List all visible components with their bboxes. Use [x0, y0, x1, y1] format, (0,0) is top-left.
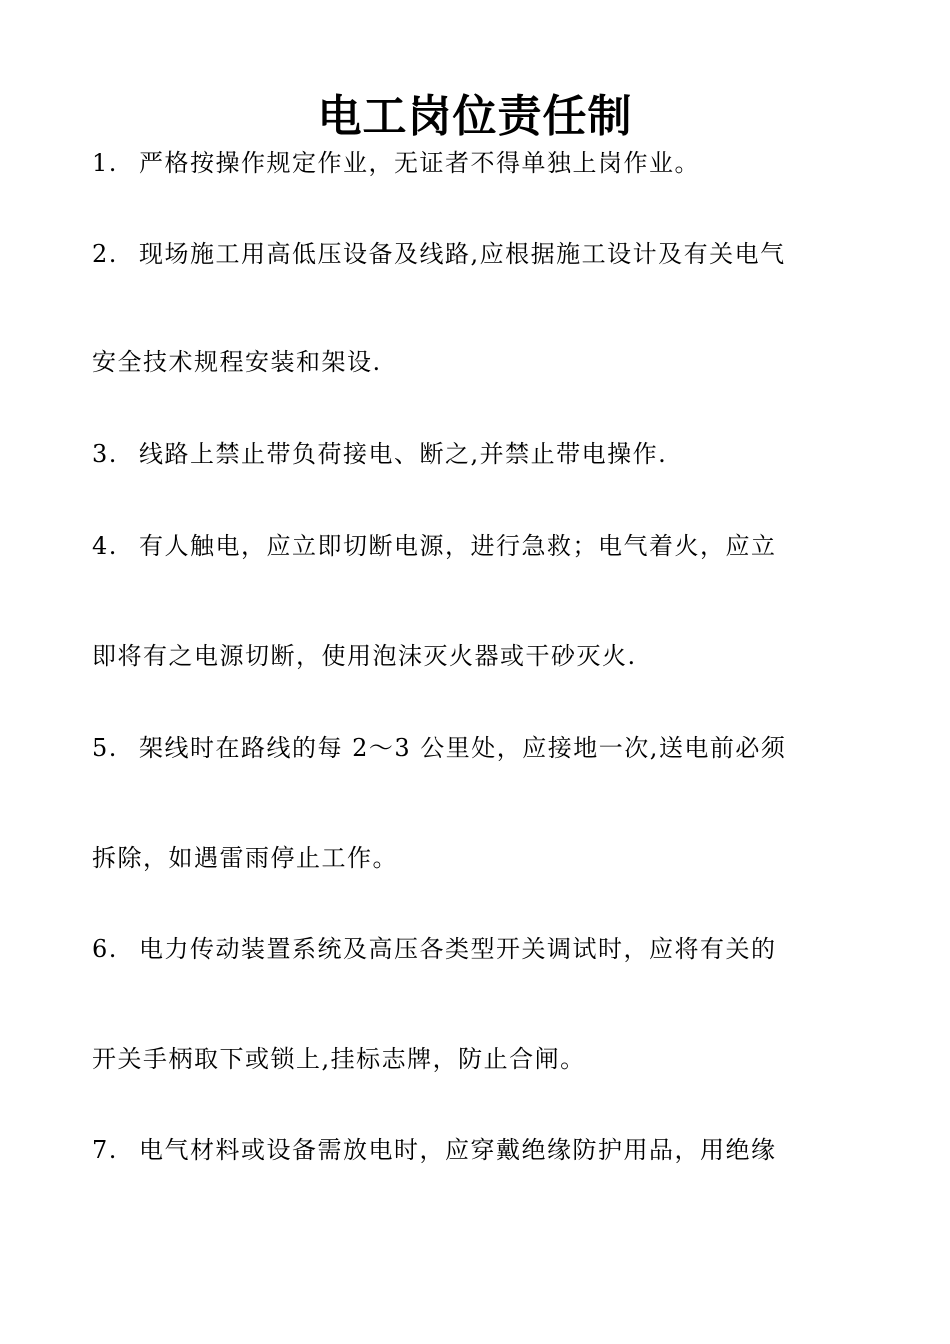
item-number: 1. — [92, 149, 118, 177]
list-item-5 — [92, 732, 882, 764]
item-number: 6. — [92, 935, 118, 963]
list-item-3 — [92, 438, 882, 470]
item-text: 即将有之电源切断，使用泡沫灭火器或干砂灭火. — [92, 642, 637, 670]
page-title: 电工岗位责任制 — [317, 91, 633, 142]
list-item-4 — [92, 530, 882, 562]
list-item-7 — [92, 1134, 882, 1166]
list-item-4-continuation — [92, 640, 882, 672]
item-number: 3. — [92, 440, 118, 468]
list-item-2 — [92, 238, 882, 270]
list-item-6 — [92, 933, 882, 965]
item-text: 线路上禁止带负荷接电、断之,并禁止带电操作. — [139, 440, 668, 468]
item-text: 开关手柄取下或锁上,挂标志牌，防止合闸。 — [92, 1045, 586, 1073]
item-text: 电力传动装置系统及高压各类型开关调试时，应将有关的 — [139, 935, 777, 963]
list-item-1 — [92, 147, 882, 179]
item-text: 架线时在路线的每 2～3 公里处，应接地一次,送电前必须 — [139, 734, 787, 762]
list-item-5-continuation — [92, 842, 882, 874]
item-text: 严格按操作规定作业，无证者不得单独上岗作业。 — [139, 149, 700, 177]
list-item-6-continuation — [92, 1043, 882, 1075]
item-text: 安全技术规程安装和架设. — [92, 348, 382, 376]
item-number: 7. — [92, 1136, 118, 1164]
item-number: 4. — [92, 532, 118, 560]
item-number: 5. — [92, 734, 118, 762]
item-text: 现场施工用高低压设备及线路,应根据施工设计及有关电气 — [139, 240, 786, 268]
item-number: 2. — [92, 240, 118, 268]
item-text: 拆除，如遇雷雨停止工作。 — [92, 844, 398, 872]
list-item-2-continuation — [92, 346, 882, 378]
item-text: 有人触电，应立即切断电源，进行急救；电气着火，应立 — [139, 532, 777, 560]
item-text: 电气材料或设备需放电时，应穿戴绝缘防护用品，用绝缘 — [139, 1136, 777, 1164]
